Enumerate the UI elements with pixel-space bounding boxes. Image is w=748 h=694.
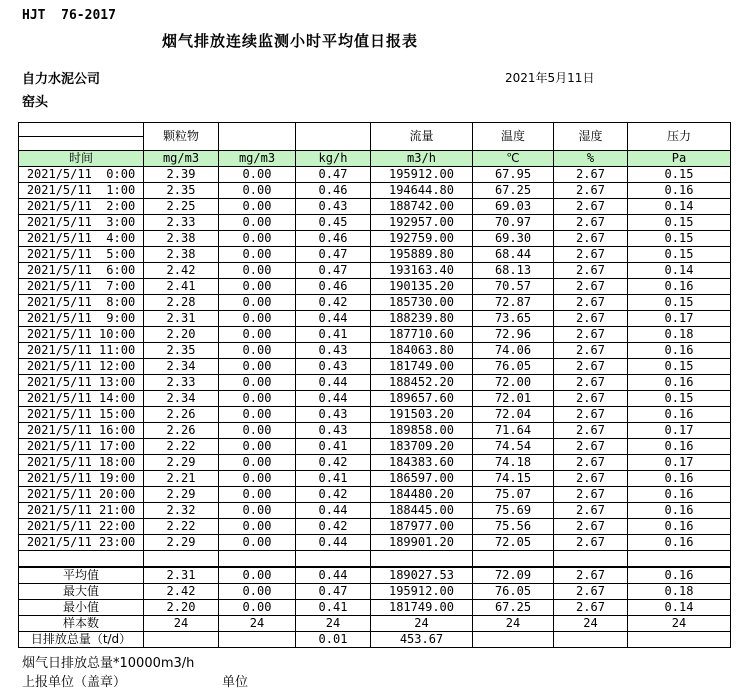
time-cell: 2021/5/11 1:00	[19, 183, 144, 199]
value-cell: 0.00	[219, 295, 296, 311]
value-cell: 2.67	[554, 439, 628, 455]
value-cell: 69.03	[473, 199, 554, 215]
summary-value-cell: 24	[628, 616, 731, 632]
value-cell: 0.00	[219, 375, 296, 391]
value-cell: 0.42	[296, 295, 371, 311]
summary-value-cell: 0.01	[296, 632, 371, 648]
value-cell: 0.16	[628, 183, 731, 199]
value-cell: 0.47	[296, 167, 371, 183]
value-cell: 0.47	[296, 247, 371, 263]
summary-value-cell: 24	[296, 616, 371, 632]
value-cell: 188742.00	[371, 199, 473, 215]
value-cell: 0.16	[628, 487, 731, 503]
empty-cell	[19, 551, 144, 568]
value-cell: 2.67	[554, 471, 628, 487]
empty-cell	[628, 551, 731, 568]
unit-header-row	[19, 151, 731, 167]
value-cell: 0.46	[296, 183, 371, 199]
summary-value-cell: 67.25	[473, 600, 554, 616]
table-row	[19, 407, 731, 423]
summary-row	[19, 632, 731, 648]
summary-row	[19, 567, 731, 584]
value-cell: 188239.80	[371, 311, 473, 327]
company-name: 自力水泥公司	[22, 72, 101, 87]
report-date: 2021年5月11日	[505, 71, 595, 85]
value-cell: 195912.00	[371, 167, 473, 183]
value-cell: 0.00	[219, 327, 296, 343]
value-cell: 0.17	[628, 311, 731, 327]
value-cell: 187977.00	[371, 519, 473, 535]
table-row	[19, 215, 731, 231]
value-cell: 72.96	[473, 327, 554, 343]
value-cell: 68.44	[473, 247, 554, 263]
table-row	[19, 183, 731, 199]
value-cell: 0.42	[296, 487, 371, 503]
value-cell: 0.00	[219, 167, 296, 183]
time-cell: 2021/5/11 20:00	[19, 487, 144, 503]
value-cell: 0.00	[219, 471, 296, 487]
value-cell: 72.04	[473, 407, 554, 423]
table-row	[19, 375, 731, 391]
column-group-header	[296, 123, 371, 151]
value-cell: 2.33	[144, 375, 219, 391]
station-name: 窑头	[22, 95, 49, 110]
value-cell: 2.26	[144, 407, 219, 423]
value-cell: 2.35	[144, 343, 219, 359]
header-group-row	[19, 123, 731, 137]
value-cell: 0.00	[219, 359, 296, 375]
table-row	[19, 535, 731, 551]
value-cell: 2.67	[554, 247, 628, 263]
value-cell: 2.67	[554, 231, 628, 247]
summary-value-cell: 2.31	[144, 567, 219, 584]
footnote-total-emission: 烟气日排放总量*10000m3/h	[22, 656, 195, 671]
table-row	[19, 487, 731, 503]
summary-value-cell	[144, 632, 219, 648]
value-cell: 69.30	[473, 231, 554, 247]
value-cell: 67.25	[473, 183, 554, 199]
corner-cell-top	[19, 123, 144, 137]
value-cell: 188445.00	[371, 503, 473, 519]
doc-code: HJT 76-2017	[22, 8, 116, 23]
value-cell: 2.67	[554, 199, 628, 215]
spacer-row	[19, 551, 731, 568]
value-cell: 0.42	[296, 519, 371, 535]
value-cell: 0.43	[296, 199, 371, 215]
value-cell: 0.43	[296, 359, 371, 375]
summary-value-cell: 24	[144, 616, 219, 632]
value-cell: 75.56	[473, 519, 554, 535]
value-cell: 185730.00	[371, 295, 473, 311]
value-cell: 2.32	[144, 503, 219, 519]
value-cell: 0.00	[219, 487, 296, 503]
value-cell: 0.43	[296, 423, 371, 439]
value-cell: 0.41	[296, 471, 371, 487]
time-cell: 2021/5/11 23:00	[19, 535, 144, 551]
value-cell: 0.15	[628, 359, 731, 375]
value-cell: 2.67	[554, 423, 628, 439]
time-cell: 2021/5/11 3:00	[19, 215, 144, 231]
value-cell: 0.00	[219, 423, 296, 439]
time-cell: 2021/5/11 15:00	[19, 407, 144, 423]
corner-cell-bottom	[19, 137, 144, 151]
value-cell: 184383.60	[371, 455, 473, 471]
table-row	[19, 247, 731, 263]
value-cell: 0.16	[628, 503, 731, 519]
value-cell: 2.29	[144, 455, 219, 471]
value-cell: 2.20	[144, 327, 219, 343]
unit-header-cell: mg/m3	[144, 151, 219, 167]
summary-label-cell: 最小值	[19, 600, 144, 616]
table-row	[19, 279, 731, 295]
value-cell: 68.13	[473, 263, 554, 279]
summary-value-cell: 0.41	[296, 600, 371, 616]
value-cell: 192957.00	[371, 215, 473, 231]
summary-value-cell	[628, 632, 731, 648]
value-cell: 2.42	[144, 263, 219, 279]
summary-value-cell: 0.18	[628, 584, 731, 600]
value-cell: 0.00	[219, 519, 296, 535]
value-cell: 2.67	[554, 391, 628, 407]
value-cell: 70.57	[473, 279, 554, 295]
value-cell: 191503.20	[371, 407, 473, 423]
table-row	[19, 423, 731, 439]
empty-cell	[473, 551, 554, 568]
value-cell: 75.69	[473, 503, 554, 519]
table-row	[19, 295, 731, 311]
column-group-header: 流量	[371, 123, 473, 151]
value-cell: 2.33	[144, 215, 219, 231]
summary-value-cell: 453.67	[371, 632, 473, 648]
value-cell: 0.42	[296, 455, 371, 471]
value-cell: 0.14	[628, 263, 731, 279]
value-cell: 2.34	[144, 359, 219, 375]
summary-value-cell	[554, 632, 628, 648]
summary-value-cell: 24	[371, 616, 473, 632]
summary-label-cell: 最大值	[19, 584, 144, 600]
value-cell: 2.67	[554, 535, 628, 551]
value-cell: 0.46	[296, 279, 371, 295]
table-row	[19, 311, 731, 327]
unit-header-cell: %	[554, 151, 628, 167]
summary-value-cell: 0.00	[219, 567, 296, 584]
value-cell: 189901.20	[371, 535, 473, 551]
time-cell: 2021/5/11 11:00	[19, 343, 144, 359]
value-cell: 188452.20	[371, 375, 473, 391]
value-cell: 0.16	[628, 535, 731, 551]
empty-cell	[371, 551, 473, 568]
value-cell: 0.16	[628, 471, 731, 487]
time-cell: 2021/5/11 22:00	[19, 519, 144, 535]
value-cell: 2.29	[144, 487, 219, 503]
value-cell: 74.15	[473, 471, 554, 487]
time-cell: 2021/5/11 6:00	[19, 263, 144, 279]
value-cell: 2.22	[144, 439, 219, 455]
summary-value-cell	[473, 632, 554, 648]
value-cell: 0.45	[296, 215, 371, 231]
value-cell: 0.43	[296, 343, 371, 359]
column-group-header: 温度	[473, 123, 554, 151]
value-cell: 0.15	[628, 295, 731, 311]
time-cell: 2021/5/11 0:00	[19, 167, 144, 183]
value-cell: 2.67	[554, 359, 628, 375]
summary-value-cell: 2.67	[554, 567, 628, 584]
value-cell: 2.67	[554, 279, 628, 295]
empty-cell	[296, 551, 371, 568]
table-row	[19, 439, 731, 455]
value-cell: 2.67	[554, 503, 628, 519]
unit-label: 单位	[222, 675, 249, 690]
empty-cell	[219, 551, 296, 568]
unit-header-cell: ℃	[473, 151, 554, 167]
value-cell: 2.38	[144, 231, 219, 247]
unit-header-cell: m3/h	[371, 151, 473, 167]
value-cell: 0.18	[628, 327, 731, 343]
table-row	[19, 343, 731, 359]
value-cell: 2.67	[554, 327, 628, 343]
value-cell: 183709.20	[371, 439, 473, 455]
value-cell: 75.07	[473, 487, 554, 503]
summary-value-cell: 195912.00	[371, 584, 473, 600]
table-row	[19, 471, 731, 487]
summary-label-cell: 平均值	[19, 567, 144, 584]
value-cell: 195889.80	[371, 247, 473, 263]
value-cell: 0.15	[628, 391, 731, 407]
table-row	[19, 231, 731, 247]
value-cell: 74.54	[473, 439, 554, 455]
unit-header-cell: Pa	[628, 151, 731, 167]
value-cell: 72.01	[473, 391, 554, 407]
value-cell: 189858.00	[371, 423, 473, 439]
value-cell: 2.67	[554, 295, 628, 311]
time-cell: 2021/5/11 8:00	[19, 295, 144, 311]
value-cell: 2.29	[144, 535, 219, 551]
reporting-unit-label: 上报单位（盖章）	[22, 675, 127, 690]
value-cell: 184063.80	[371, 343, 473, 359]
value-cell: 190135.20	[371, 279, 473, 295]
value-cell: 0.00	[219, 311, 296, 327]
value-cell: 72.87	[473, 295, 554, 311]
value-cell: 0.00	[219, 231, 296, 247]
value-cell: 0.00	[219, 263, 296, 279]
summary-value-cell: 181749.00	[371, 600, 473, 616]
value-cell: 2.67	[554, 215, 628, 231]
summary-value-cell: 0.00	[219, 600, 296, 616]
summary-value-cell: 2.42	[144, 584, 219, 600]
summary-row	[19, 600, 731, 616]
summary-value-cell: 0.14	[628, 600, 731, 616]
value-cell: 2.67	[554, 519, 628, 535]
value-cell: 0.00	[219, 439, 296, 455]
value-cell: 0.16	[628, 375, 731, 391]
value-cell: 0.00	[219, 503, 296, 519]
value-cell: 0.00	[219, 455, 296, 471]
value-cell: 0.16	[628, 343, 731, 359]
value-cell: 2.39	[144, 167, 219, 183]
value-cell: 2.28	[144, 295, 219, 311]
unit-header-cell: kg/h	[296, 151, 371, 167]
value-cell: 184480.20	[371, 487, 473, 503]
time-cell: 2021/5/11 5:00	[19, 247, 144, 263]
empty-cell	[554, 551, 628, 568]
value-cell: 0.00	[219, 407, 296, 423]
value-cell: 0.14	[628, 199, 731, 215]
value-cell: 2.25	[144, 199, 219, 215]
summary-value-cell: 2.20	[144, 600, 219, 616]
time-cell: 2021/5/11 21:00	[19, 503, 144, 519]
value-cell: 0.00	[219, 343, 296, 359]
value-cell: 0.16	[628, 279, 731, 295]
time-cell: 2021/5/11 12:00	[19, 359, 144, 375]
time-cell: 2021/5/11 4:00	[19, 231, 144, 247]
summary-value-cell: 0.00	[219, 584, 296, 600]
value-cell: 0.16	[628, 519, 731, 535]
time-cell: 2021/5/11 14:00	[19, 391, 144, 407]
value-cell: 0.15	[628, 247, 731, 263]
value-cell: 2.31	[144, 311, 219, 327]
summary-value-cell: 0.44	[296, 567, 371, 584]
value-cell: 0.15	[628, 167, 731, 183]
value-cell: 71.64	[473, 423, 554, 439]
value-cell: 0.17	[628, 423, 731, 439]
column-group-header: 湿度	[554, 123, 628, 151]
value-cell: 187710.60	[371, 327, 473, 343]
value-cell: 2.67	[554, 407, 628, 423]
value-cell: 0.15	[628, 231, 731, 247]
time-cell: 2021/5/11 9:00	[19, 311, 144, 327]
summary-value-cell	[219, 632, 296, 648]
value-cell: 74.06	[473, 343, 554, 359]
value-cell: 0.00	[219, 183, 296, 199]
summary-value-cell: 0.16	[628, 567, 731, 584]
value-cell: 193163.40	[371, 263, 473, 279]
table-row	[19, 519, 731, 535]
empty-cell	[144, 551, 219, 568]
time-cell: 2021/5/11 13:00	[19, 375, 144, 391]
summary-label-cell: 日排放总量（t/d）	[19, 632, 144, 648]
value-cell: 0.16	[628, 407, 731, 423]
value-cell: 2.67	[554, 167, 628, 183]
table-row	[19, 503, 731, 519]
table-row	[19, 455, 731, 471]
value-cell: 73.65	[473, 311, 554, 327]
value-cell: 2.35	[144, 183, 219, 199]
summary-value-cell: 24	[219, 616, 296, 632]
value-cell: 0.41	[296, 439, 371, 455]
summary-value-cell: 2.67	[554, 584, 628, 600]
report-table	[18, 122, 731, 648]
page-title: 烟气排放连续监测小时平均值日报表	[161, 32, 418, 50]
value-cell: 0.00	[219, 199, 296, 215]
value-cell: 2.26	[144, 423, 219, 439]
value-cell: 2.38	[144, 247, 219, 263]
summary-value-cell: 72.09	[473, 567, 554, 584]
value-cell: 0.00	[219, 279, 296, 295]
column-group-header	[219, 123, 296, 151]
table-row	[19, 199, 731, 215]
summary-label-cell: 样本数	[19, 616, 144, 632]
table-row	[19, 391, 731, 407]
value-cell: 0.44	[296, 503, 371, 519]
unit-header-cell: mg/m3	[219, 151, 296, 167]
value-cell: 76.05	[473, 359, 554, 375]
value-cell: 0.43	[296, 407, 371, 423]
summary-row	[19, 584, 731, 600]
value-cell: 2.67	[554, 183, 628, 199]
value-cell: 0.00	[219, 535, 296, 551]
time-cell: 2021/5/11 18:00	[19, 455, 144, 471]
value-cell: 0.00	[219, 215, 296, 231]
value-cell: 2.34	[144, 391, 219, 407]
value-cell: 0.17	[628, 455, 731, 471]
summary-value-cell: 24	[473, 616, 554, 632]
value-cell: 189657.60	[371, 391, 473, 407]
time-column-header: 时间	[19, 151, 144, 167]
value-cell: 0.44	[296, 535, 371, 551]
summary-row	[19, 616, 731, 632]
table-row	[19, 263, 731, 279]
value-cell: 2.67	[554, 263, 628, 279]
value-cell: 0.15	[628, 215, 731, 231]
value-cell: 194644.80	[371, 183, 473, 199]
summary-value-cell: 189027.53	[371, 567, 473, 584]
time-cell: 2021/5/11 17:00	[19, 439, 144, 455]
value-cell: 2.41	[144, 279, 219, 295]
value-cell: 0.44	[296, 375, 371, 391]
value-cell: 0.00	[219, 247, 296, 263]
report-table-body	[19, 123, 731, 648]
value-cell: 72.00	[473, 375, 554, 391]
value-cell: 192759.00	[371, 231, 473, 247]
time-cell: 2021/5/11 16:00	[19, 423, 144, 439]
value-cell: 0.41	[296, 327, 371, 343]
value-cell: 70.97	[473, 215, 554, 231]
summary-value-cell: 24	[554, 616, 628, 632]
value-cell: 2.22	[144, 519, 219, 535]
value-cell: 2.67	[554, 487, 628, 503]
value-cell: 186597.00	[371, 471, 473, 487]
value-cell: 0.00	[219, 391, 296, 407]
table-row	[19, 359, 731, 375]
value-cell: 2.67	[554, 343, 628, 359]
value-cell: 2.21	[144, 471, 219, 487]
summary-value-cell: 2.67	[554, 600, 628, 616]
column-group-header: 颗粒物	[144, 123, 219, 151]
value-cell: 0.44	[296, 391, 371, 407]
value-cell: 0.44	[296, 311, 371, 327]
time-cell: 2021/5/11 7:00	[19, 279, 144, 295]
summary-value-cell: 0.47	[296, 584, 371, 600]
value-cell: 74.18	[473, 455, 554, 471]
column-group-header: 压力	[628, 123, 731, 151]
value-cell: 67.95	[473, 167, 554, 183]
value-cell: 2.67	[554, 375, 628, 391]
value-cell: 0.46	[296, 231, 371, 247]
time-cell: 2021/5/11 19:00	[19, 471, 144, 487]
time-cell: 2021/5/11 10:00	[19, 327, 144, 343]
value-cell: 181749.00	[371, 359, 473, 375]
value-cell: 2.67	[554, 455, 628, 471]
table-row	[19, 167, 731, 183]
summary-value-cell: 76.05	[473, 584, 554, 600]
value-cell: 2.67	[554, 311, 628, 327]
value-cell: 72.05	[473, 535, 554, 551]
time-cell: 2021/5/11 2:00	[19, 199, 144, 215]
table-row	[19, 327, 731, 343]
value-cell: 0.16	[628, 439, 731, 455]
value-cell: 0.47	[296, 263, 371, 279]
